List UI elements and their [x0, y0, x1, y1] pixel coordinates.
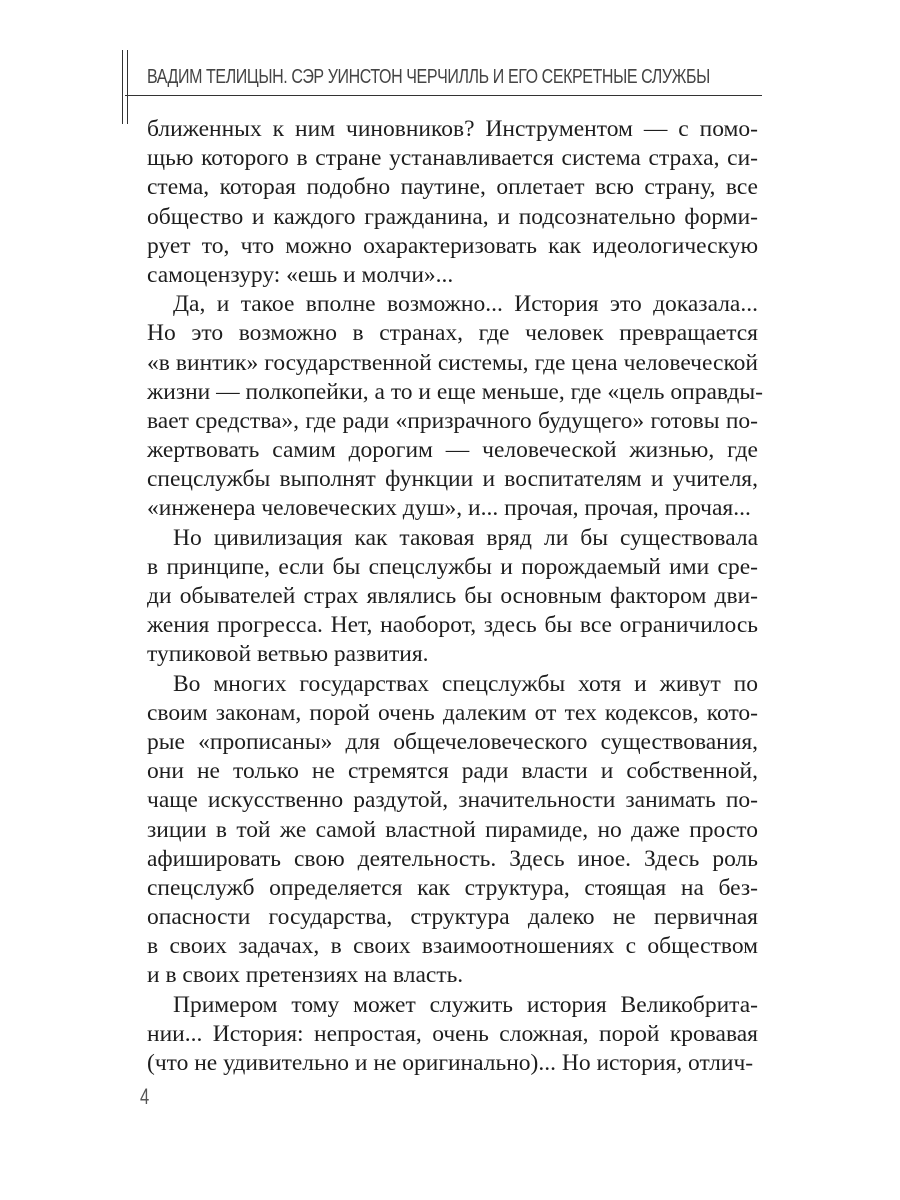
header-rule-vertical-left	[122, 50, 123, 124]
header-rule-horizontal	[125, 95, 762, 96]
text-line: вает средства», где ради «призрачного будущего» готовы по-	[147, 407, 758, 434]
text-line: рует то, что можно охарактеризовать как идеологическую	[147, 232, 758, 259]
text-line: спецслужб определяется как структура, стоящая на без-	[147, 874, 758, 901]
text-line: ближенных к ним чиновников? Инструментом — с помо-	[147, 116, 758, 142]
text-line: Но цивилизация как таковая вряд ли бы существовала	[173, 524, 758, 551]
text-line: афишировать свою деятельность. Здесь иное. Здесь роль	[147, 845, 758, 872]
text-line: Во многих государствах спецслужбы хотя и живут по	[173, 670, 758, 697]
running-title: ВАДИМ ТЕЛИЦЫН. СЭР УИНСТОН ЧЕРЧИЛЛЬ И ЕГО СЕКРЕТНЫЕ СЛУЖБЫ	[147, 66, 710, 88]
text-line: жения прогресса. Нет, наоборот, здесь бы все ограничилось	[147, 612, 758, 639]
text-line: «инженера человеческих душ», и... прочая, прочая, прочая...	[147, 495, 751, 522]
text-line: опасности государства, структура далеко не первичная	[147, 904, 758, 931]
header-rule-vertical-right	[127, 50, 128, 124]
text-line: нии... История: непростая, очень сложная, порой кровавая	[147, 1020, 758, 1047]
text-line: они не только не стремятся ради власти и собственной,	[147, 758, 758, 785]
text-line: Да, и такое вполне возможно... История это доказала...	[173, 291, 758, 318]
text-line: жизни — полкопейки, а то и еще меньше, где «цель оправды-	[147, 378, 763, 405]
text-line: в своих задачах, в своих взаимоотношениях с обществом	[147, 933, 758, 960]
text-line: (что не удивительно и не оригинально)... Но история, отлич-	[147, 1050, 754, 1076]
text-line: зиции в той же самой властной пирамиде, но даже просто	[147, 816, 758, 843]
text-line: Примером тому может служить история Великобрита-	[173, 991, 758, 1018]
text-line: ди обывателей страх являлись бы основным фактором дви-	[147, 583, 758, 609]
text-line: своим законам, порой очень далеким от тех кодексов, кото-	[147, 699, 758, 726]
text-line: щью которого в стране устанавливается система страха, си-	[147, 145, 758, 172]
text-line: и в своих претензиях на власть.	[147, 962, 464, 989]
text-line: чаще искусственно раздутой, значительности занимать по-	[147, 787, 758, 814]
paragraph	[147, 991, 758, 1079]
text-line: Но это возможно в странах, где человек превращается	[147, 320, 758, 347]
page-number: 4	[140, 1084, 150, 1109]
paragraph	[147, 290, 763, 524]
text-line: самоцензуру: «ешь и молчи»...	[147, 261, 454, 288]
text-line: рые «прописаны» для общечеловеческого существования,	[147, 728, 758, 755]
text-line: «в винтик» государственной системы, где цена человеческой	[147, 349, 758, 376]
paragraph	[147, 670, 758, 991]
text-line: в принципе, если бы спецслужбы и порождаемый ими сре-	[147, 553, 758, 580]
text-line: общество и каждого гражданина, и подсознательно форми-	[147, 203, 758, 230]
paragraph	[147, 524, 758, 670]
text-line: стема, которая подобно паутине, оплетает всю страну, все	[147, 174, 758, 201]
paragraph	[147, 115, 758, 290]
text-line: спецслужбы выполнят функции и воспитателям и учителя,	[147, 466, 758, 493]
body-text	[147, 115, 763, 1078]
text-line: жертвовать самим дорогим — человеческой жизнью, где	[147, 437, 758, 464]
text-line: тупиковой ветвью развития.	[147, 641, 429, 668]
